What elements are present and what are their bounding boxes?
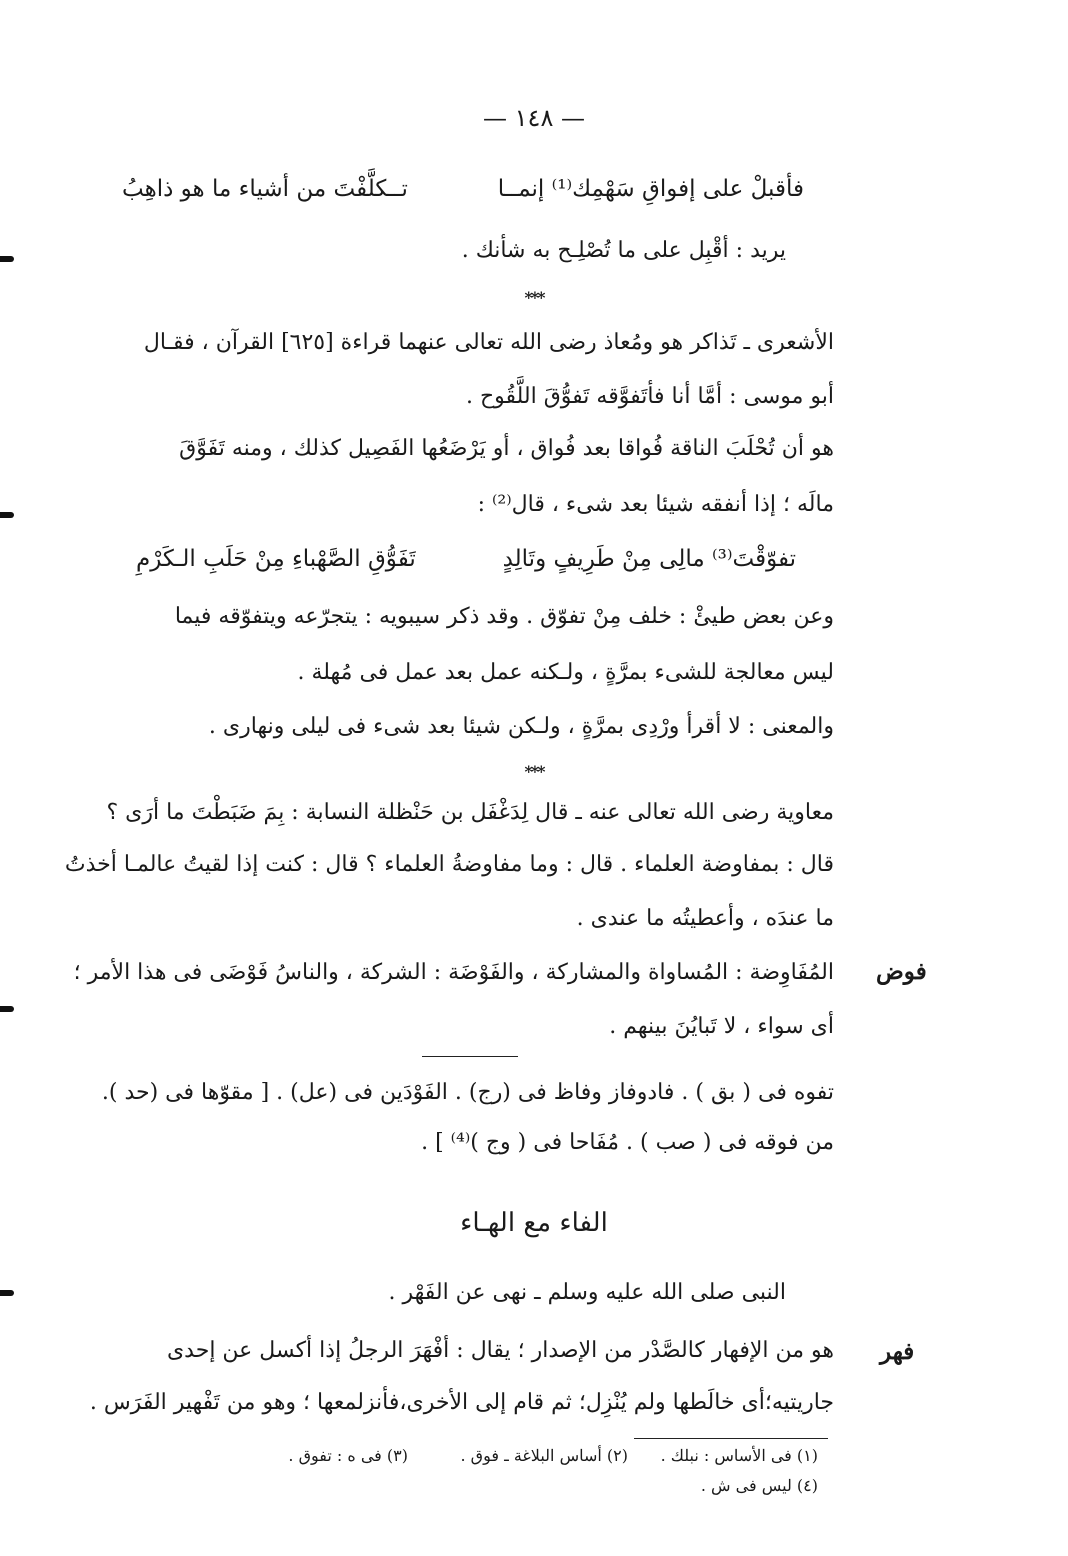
text-line: ليس معالجة للشىء بمرَّةٍ ، ولـكنه عمل بعد عمل فى مُهلة . [297,660,834,685]
text-line: يريد : أقْبِل على ما تُصْلِـح به شأنك . [461,238,786,263]
footnote: (٣) فى ه : تفوق . [288,1446,408,1465]
verse-hemistich: فأقبلْ على إفواقِ سَهْمِك⁽¹⁾ إنمــا [497,176,804,202]
page-number: — ١٤٨ — [483,104,585,132]
text-line: أى سواء ، لا تَبايُنَ بينهم . [609,1014,834,1039]
text-line: الأشعرى ـ تَذاكر هو ومُعاذ رضى الله تعالى عنهما قراءة [٦٢٥] القرآن ، فقـال [143,330,834,355]
text-line: المُفَاوِضة : المُساواة والمشاركة ، والفَوْضَة : الشركة ، والناسُ فَوْضَى فى هذا الأمر ؛ [73,960,834,985]
text-line: قال : بمفاوضة العلماء . قال : وما مفاوضةُ العلماء ؟ قال : كنت إذا لقيتُ عالمـا أخذتُ [64,852,834,877]
text-line: تفوه فى ( بق ) . فادوفاز وفاظ فى (رج) . الفَوْدَين فى (عل) . [ مقوّها فى (حد ). [101,1080,834,1105]
verse-hemistich: تفوّقْتَ⁽³⁾ مالِى مِنْ طَرِيفٍ وتَالِدٍ [502,546,796,572]
footnote: (٢) أساس البلاغة ـ فوق . [460,1446,628,1465]
text-line: والمعنى : لا أقرأ ورْدِى بمرَّةٍ ، ولـكن شيئا بعد شىء فى ليلى ونهارى . [208,714,834,739]
section-title: الفاء مع الهـاء [460,1208,608,1238]
footnote: (٤) ليس فى ش . [700,1476,818,1495]
text-line: أبو موسى : أمَّا أنا فأتَفوَّقه تَفوُّقَ اللَّقُوح . [465,384,834,409]
text-line: النبى صلى الله عليه وسلم ـ نهى عن الفَهْر . [388,1280,786,1305]
text-line: هو أن تُحْلَبَ الناقة فُواقا بعد فُواق ، أو يَرْضَعُها الفَصِيل كذلك ، ومنه تَفَوَّقَ [179,436,834,461]
footnote: (١) فى الأساس : نبلك . [660,1446,818,1465]
text-line: من فوقه فى ( صب ) . مُفَاحا فى ( وج )⁽⁴⁾ ] . [421,1130,834,1155]
verse-hemistich: تــكلَّفْتَ من أشياء ما هو ذاهِبُ [122,176,408,202]
section-separator: *** [524,762,544,781]
section-separator: *** [524,288,544,307]
text-line: جاريتيه؛أى خالَطها ولم يُنْزِل؛ ثم قام إلى الأخرى،فأنزلمعها ؛ وهو من تَفْهير الفَرَس . [89,1390,834,1415]
text-line: ما عندَه ، وأعطيتُه ما عندى . [576,906,834,931]
margin-root-word: فهر [880,1338,915,1365]
text-line: معاوية رضى الله تعالى عنه ـ قال لِدَغْفَل بن حَنْظلة النسابة : بِمَ ضَبَطْتَ ما أرَى ؟ [106,800,834,825]
margin-root-word: فوض [876,958,927,985]
text-line: مالَه ؛ إذا أنفقه شيئا بعد شىء ، قال⁽²⁾ : [477,492,834,517]
text-line: وعن بعض طيئْ : خلف مِنْ تفوّق . وقد ذكر سيبويه : يتجرّعه ويتفوّقه فيما [174,604,834,629]
text-line: هو من الإفهار كالصَّدْر من الإصدار ؛ يقال : أفْهَرَ الرجلُ إذا أكسل عن إحدى [166,1338,834,1363]
verse-hemistich: تَفَوُّقِ الصَّهْباءِ مِنْ حَلَبِ الـكَرْمِ [136,546,416,572]
